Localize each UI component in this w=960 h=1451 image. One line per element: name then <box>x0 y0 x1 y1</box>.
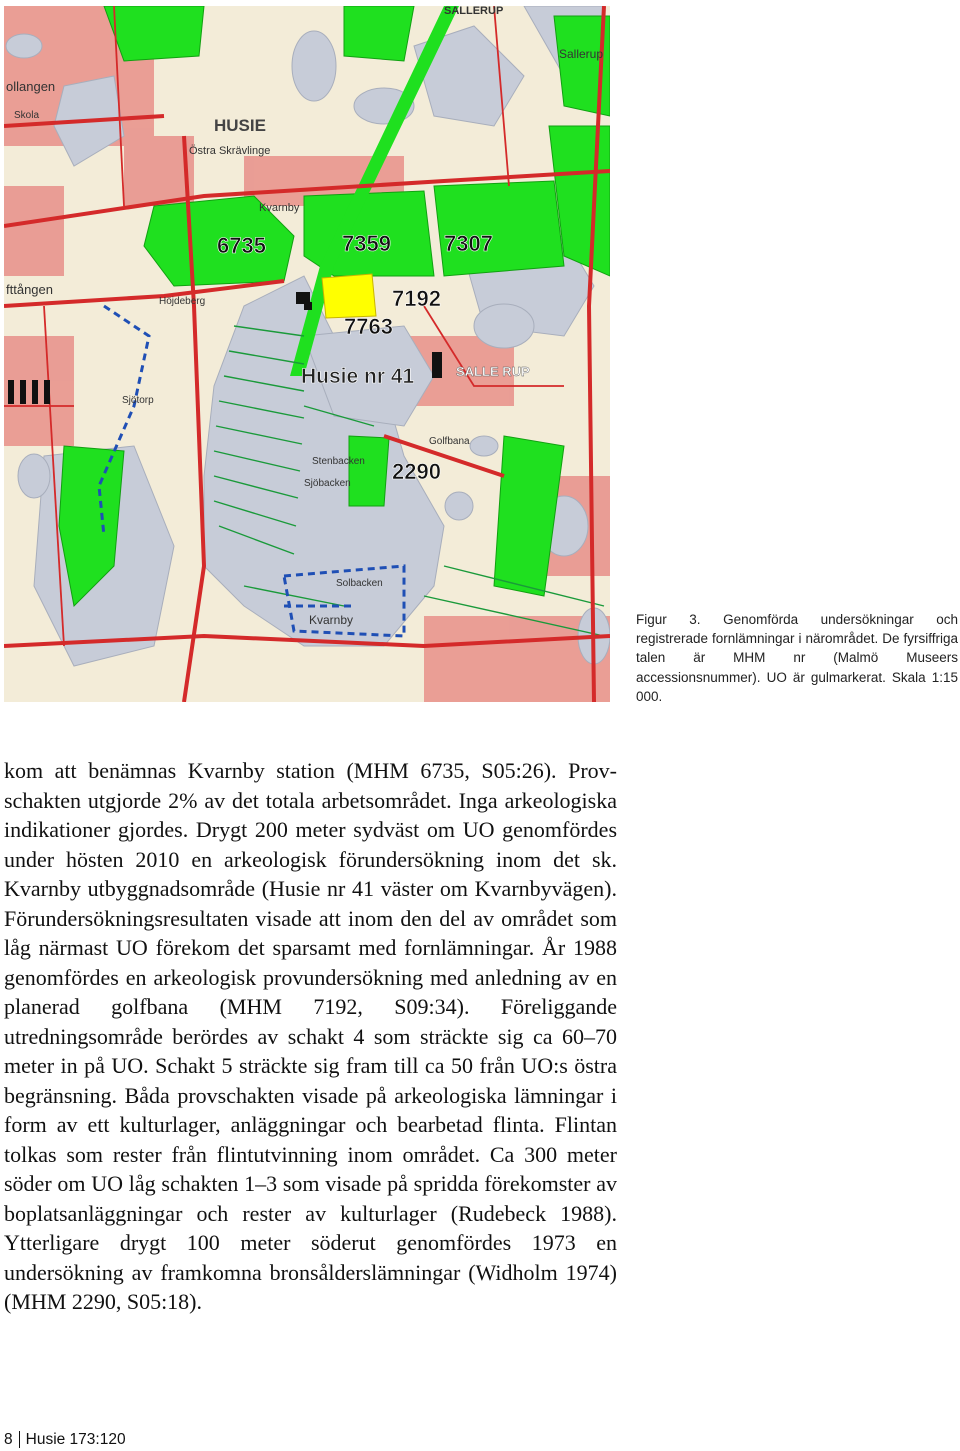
mhm-7192: 7192 <box>392 286 441 311</box>
map-label-sallerup: Sallerup <box>559 47 604 61</box>
map-label-kvarnby-south: Kvarnby <box>309 613 354 627</box>
mhm-6735: 6735 <box>217 233 266 258</box>
map-label-golfbana: Golfbana <box>429 436 470 447</box>
map-label-ollangen: ollangen <box>6 79 56 94</box>
uo-area <box>322 274 376 318</box>
map-label-sjotorp: Sjötorp <box>122 395 154 406</box>
mhm-7359: 7359 <box>342 231 391 256</box>
map-figure <box>4 6 610 702</box>
map-label-skola: Skola <box>14 110 40 121</box>
map-label-husie-nr-41: Husie nr 41 <box>301 365 415 388</box>
page-footer <box>4 1429 126 1451</box>
page-number: 8 <box>4 1431 20 1448</box>
map-label-hojdeberg: Höjdeberg <box>159 296 206 307</box>
map-label-solbacken: Solbacken <box>336 578 383 589</box>
map-label-sallerup-top: SALLERUP <box>444 6 504 17</box>
mhm-7307: 7307 <box>444 231 493 256</box>
map-label-sjobacken: Sjöbacken <box>304 478 351 489</box>
map-label-stenbacken: Stenbacken <box>312 456 365 467</box>
report-series: Husie 173:120 <box>25 1431 126 1448</box>
mhm-7763: 7763 <box>344 314 393 339</box>
map-label-husie: HUSIE <box>214 116 266 135</box>
body-paragraph: kom att benämnas Kvarnby station (MHM 6735, S05:26). Provschakten utgjorde 2% av det totala arbetsområdet. Inga arkeologiska indikationer gjordes. Drygt 200 meter sydväst om UO genomfördes under hösten 2010 en arkeologisk förundersökning inom det sk. Kvarnby utbyggnadsområde (Husie nr 41 väster om Kvarnbyvägen). Förundersökningsresultaten visade att inom den del av området som låg närmast UO förekom det sparsamt med fornlämningar. År 1988 genomfördes en arkeologisk provundersökning med anledning av en planerad golfbana (MHM 7192, S09:34). Föreliggande utredningsområde berördes av schakt 4 som sträckte sig ca 60–70 meter in på UO. Schakt 5 sträckte sig fram till ca 50 från UO:s östra begränsning. Båda provschakten visade på arkeologiska lämningar i form av ett kulturlager, anläggningar och bearbetad flinta. Flintan tolkas som rester från flintutvinning inom området. Ca 300 meter söder om UO låg schakten 1–3 som visade på spridda förekomster av boplatsanläggningar och rester av kulturlager (Rudebeck 1988). Ytterligare drygt 100 meter söderut genomfördes 1973 en undersökning av framkomna bronsålderslämningar (Widholm 1974)(MHM 2290, S05:18). <box>4 758 617 1314</box>
mhm-2290: 2290 <box>392 459 441 484</box>
map-label-kvarnby-north: Kvarnby <box>259 202 300 214</box>
figure-caption: Figur 3. Genomförda undersökningar och registrerade fornlämningar i närområdet. De fyrsiffriga talen är MHM nr (Malmö Museers accessionsnummer). UO är gulmarkerat. Skala 1:15 000. <box>636 612 958 704</box>
map-label-salle-rup: SALLE RUP <box>456 364 530 379</box>
map-label-fttangen: fttången <box>6 282 53 297</box>
map-svg <box>4 6 610 702</box>
map-label-ostra-skravlinge: Östra Skrävlinge <box>189 145 271 157</box>
